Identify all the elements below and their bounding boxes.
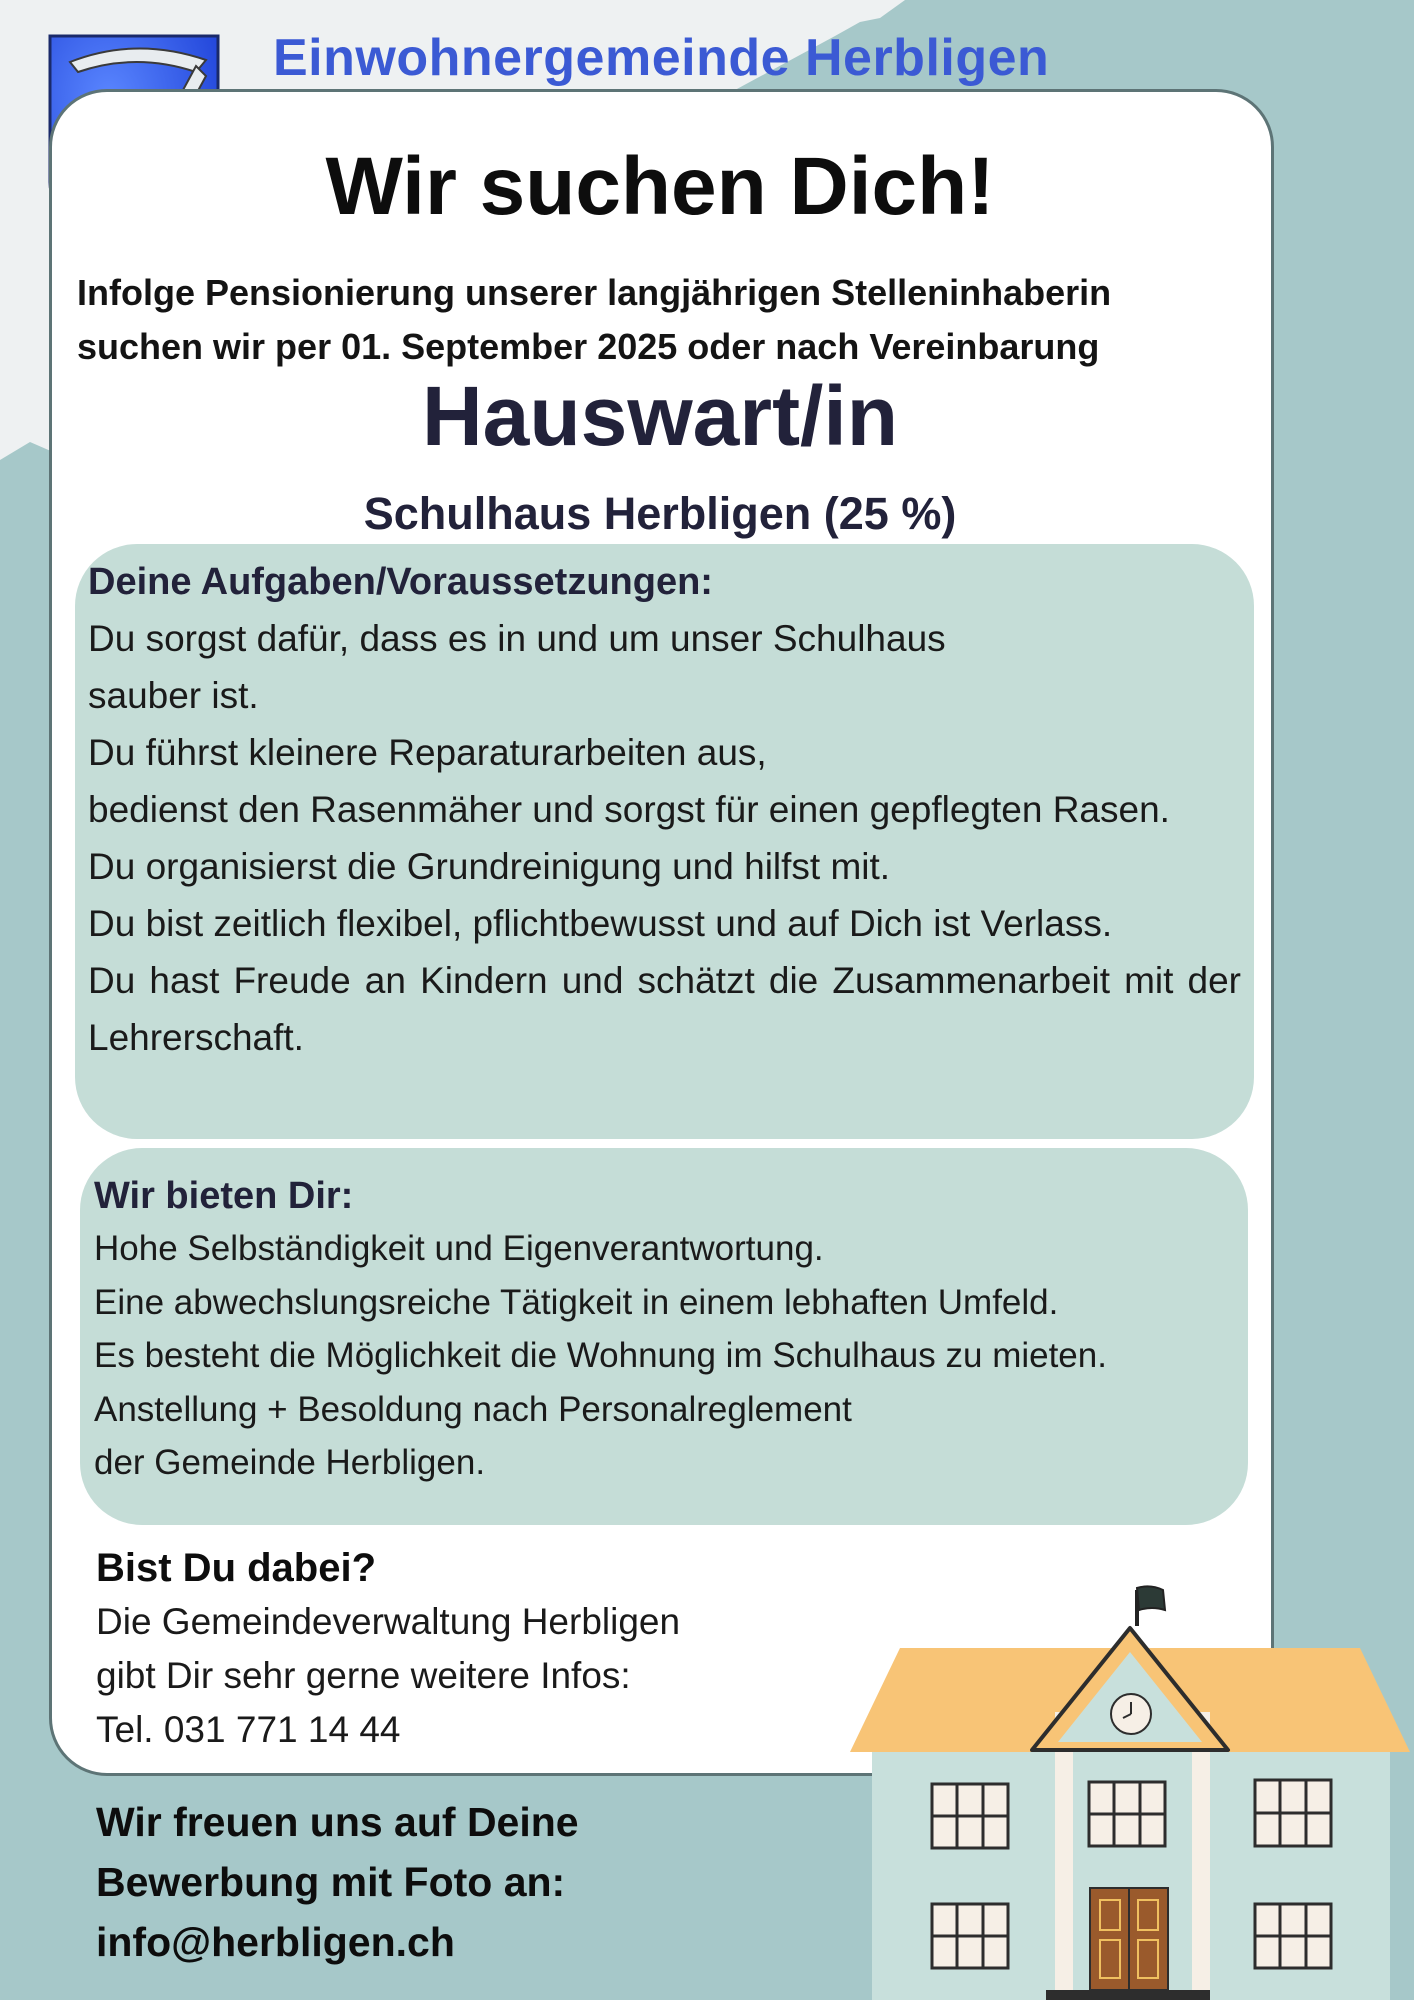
intro-line: suchen wir per 01. September 2025 oder nach Vereinbarung (77, 326, 1100, 367)
task-item: Du sorgst dafür, dass es in und um unser Schulhaus sauber ist. (88, 618, 946, 716)
intro-text (77, 266, 1237, 374)
task-item: bedienst den Rasenmäher und sorgst für einen gepflegten Rasen. (88, 789, 1170, 830)
task-item: Du führst kleinere Reparaturarbeiten aus, (88, 732, 767, 773)
apply-line: Wir freuen uns auf Deine (96, 1799, 579, 1845)
intro-line: Infolge Pensionierung unserer langjährigen Stelleninhaberin (77, 272, 1112, 313)
offer-heading: Wir bieten Dir: (94, 1175, 354, 1217)
contact-phone: Tel. 031 771 14 44 (96, 1709, 401, 1750)
contact-line: Die Gemeindeverwaltung Herbligen (96, 1601, 681, 1642)
job-subtitle: Schulhaus Herbligen (25 %) (363, 488, 957, 539)
organization-title: Einwohnergemeinde Herbligen (273, 29, 1050, 87)
job-title: Hauswart/in (421, 369, 899, 463)
tasks-heading: Deine Aufgaben/Voraussetzungen: (88, 561, 713, 603)
tasks-section (75, 544, 1254, 1139)
offer-item: Es besteht die Möglichkeit die Wohnung im Schulhaus zu mieten. (94, 1336, 1107, 1375)
contact-heading: Bist Du dabei? (96, 1546, 377, 1590)
application-section (96, 1792, 796, 1972)
offer-item: Hohe Selbständigkeit und Eigenverantwortung. (94, 1229, 824, 1268)
offer-item: der Gemeinde Herbligen. (94, 1443, 486, 1482)
apply-email: info@herbligen.ch (96, 1919, 455, 1965)
contact-section (96, 1541, 796, 1757)
offer-section (80, 1148, 1248, 1525)
task-item: Du hast Freude an Kindern und schätzt die Zusammenarbeit mit der Lehrerschaft. (88, 960, 1241, 1058)
headline: Wir suchen Dich! (325, 141, 995, 232)
task-item: Du bist zeitlich flexibel, pflichtbewusst und auf Dich ist Verlass. (88, 903, 1113, 944)
offer-item: Anstellung + Besoldung nach Personalreglement (94, 1389, 852, 1429)
schoolhouse-icon (850, 1582, 1414, 2000)
offer-item: Eine abwechslungsreiche Tätigkeit in einem lebhaften Umfeld. (94, 1282, 1059, 1322)
contact-line: gibt Dir sehr gerne weitere Infos: (96, 1655, 631, 1696)
task-item: Du organisierst die Grundreinigung und hilfst mit. (88, 846, 891, 887)
apply-line: Bewerbung mit Foto an: (96, 1859, 566, 1905)
